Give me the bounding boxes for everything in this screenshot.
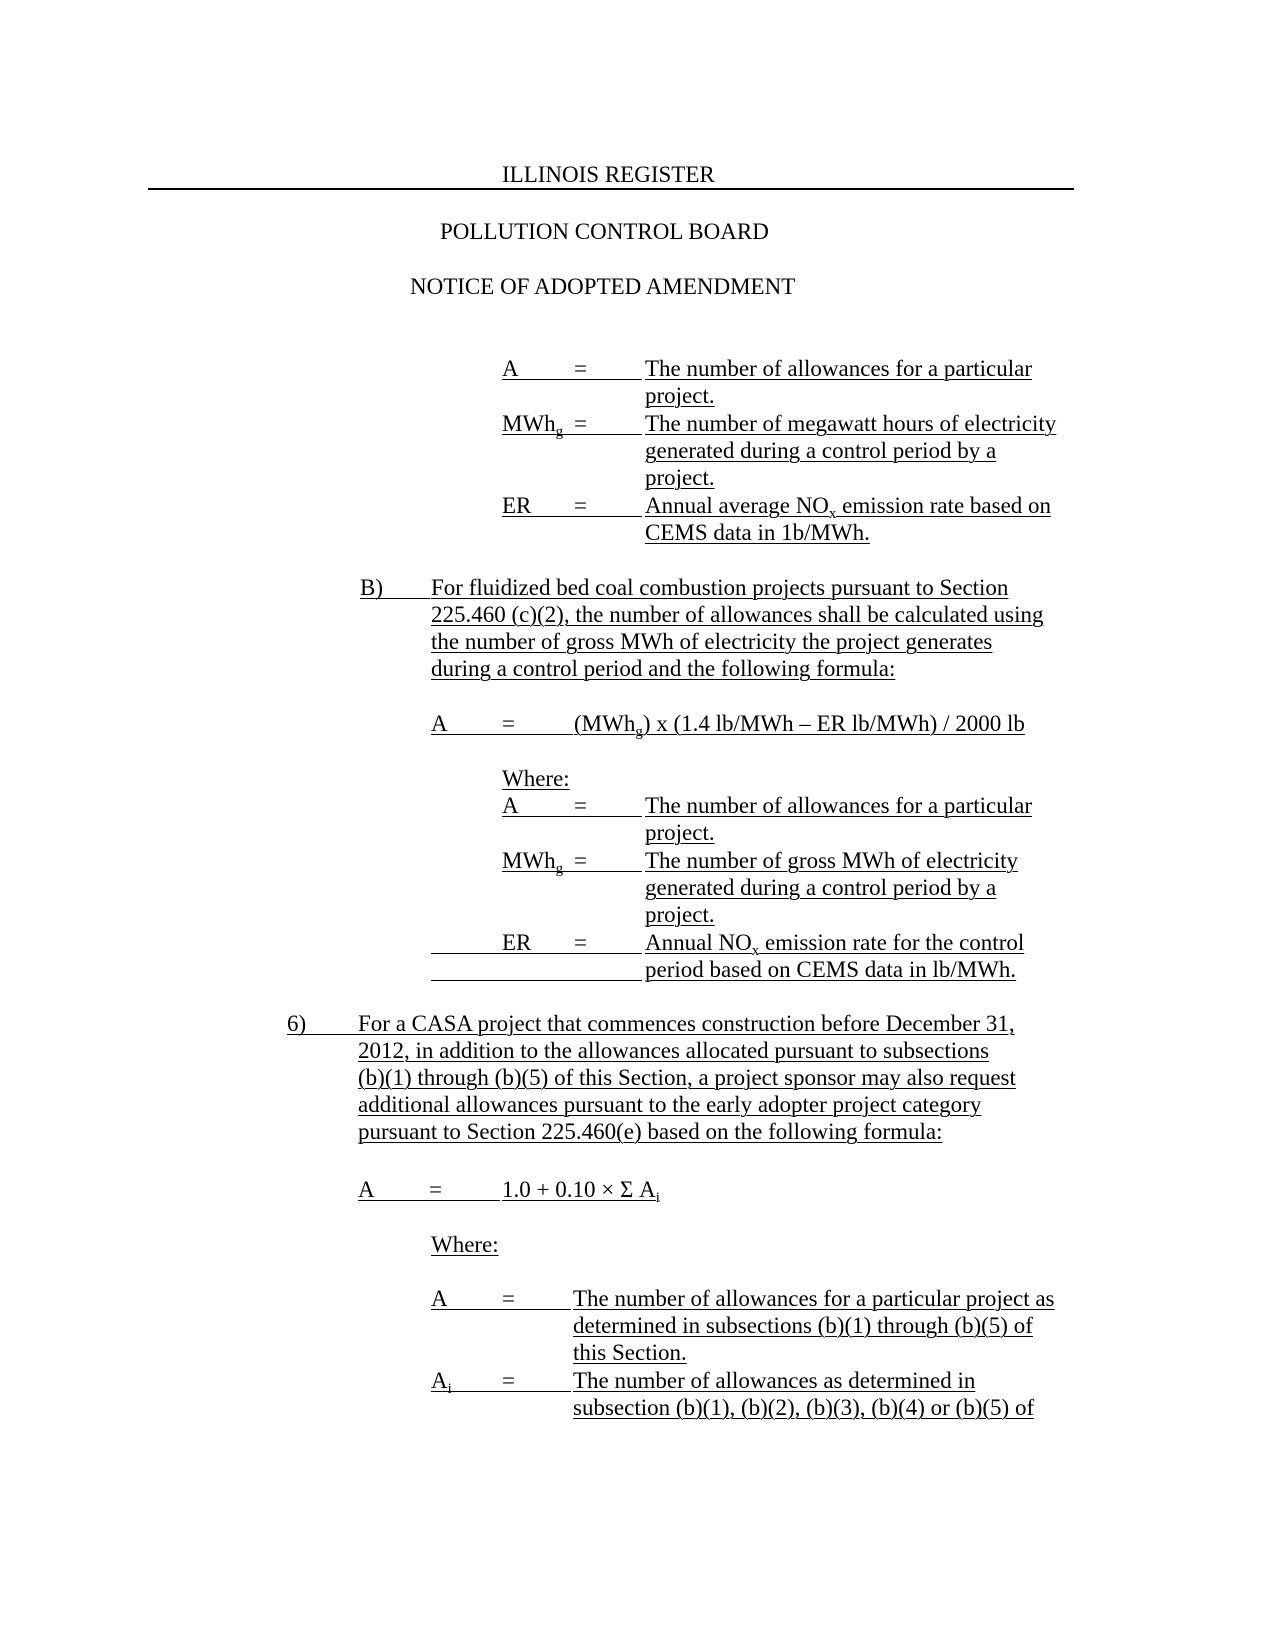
def-equals: = xyxy=(574,493,587,518)
def-symbol-ai: $A_i$ xyxy=(431,1368,452,1397)
section-b-label: B) xyxy=(360,575,383,600)
def-text: subsection (b)(1), (b)(2), (b)(3), (b)(4) or (b)(5) of xyxy=(573,1395,1035,1420)
def-equals: = xyxy=(574,793,587,818)
section-6-text: (b)(1) through (b)(5) of this Section, a project sponsor may also request xyxy=(358,1065,1016,1090)
def-symbol-mwh: MWh$_g$ xyxy=(502,848,564,877)
def-symbol-mwh: MWh$_g$ xyxy=(502,411,564,440)
formula-equals: = xyxy=(502,711,515,736)
section-b-text: during a control period and the following formula: xyxy=(431,656,896,681)
def-equals: = xyxy=(574,356,587,381)
section-6-label: 6) xyxy=(287,1011,307,1036)
def-text: project. xyxy=(645,465,715,490)
section-6-text: additional allowances pursuant to the early adopter project category xyxy=(358,1092,982,1117)
header-rule xyxy=(148,188,1074,190)
def-text: The number of allowances for a particular xyxy=(645,793,1032,818)
formula-6: 1.0 + 0.10 × Σ $A_i$ xyxy=(502,1177,660,1206)
def-text: The number of allowances for a particular project as xyxy=(573,1286,1055,1311)
def-text: The number of allowances as determined in xyxy=(573,1368,976,1393)
formula-symbol: A xyxy=(358,1177,375,1202)
formula-equals: = xyxy=(429,1177,442,1202)
board-title: POLLUTION CONTROL BOARD xyxy=(440,219,769,244)
def-symbol-er: ER xyxy=(502,930,532,955)
def-text: project. xyxy=(645,820,715,845)
def-text: generated during a control period by a xyxy=(645,875,997,900)
def-text: period based on CEMS data in lb/MWh. xyxy=(645,957,1017,982)
def-text: this Section. xyxy=(573,1340,687,1365)
register-title: ILLINOIS REGISTER xyxy=(502,162,715,187)
rule xyxy=(431,1391,571,1392)
notice-title: NOTICE OF ADOPTED AMENDMENT xyxy=(410,274,796,299)
def-symbol-a: A xyxy=(502,356,519,381)
rule xyxy=(431,1309,571,1310)
def-text: project. xyxy=(645,902,715,927)
formula-symbol: A xyxy=(431,711,448,736)
def-equals: = xyxy=(502,1286,515,1311)
def-equals: = xyxy=(574,930,587,955)
def-text: determined in subsections (b)(1) through (b)(5) of xyxy=(573,1313,1033,1338)
where-label: Where: xyxy=(502,766,570,791)
def-equals: = xyxy=(574,848,587,873)
def-equals: = xyxy=(502,1368,515,1393)
def-text: CEMS data in 1b/MWh. xyxy=(645,520,870,545)
rule xyxy=(502,816,642,817)
def-text: Annual $NO_x$ emission rate for the control xyxy=(645,930,1025,959)
section-b-text: For fluidized bed coal combustion projects pursuant to Section xyxy=(431,575,1009,600)
def-symbol-er: ER xyxy=(502,493,532,518)
def-symbol-a: A xyxy=(431,1286,448,1311)
def-equals: = xyxy=(574,411,587,436)
def-symbol-a: A xyxy=(502,793,519,818)
section-6-text: 2012, in addition to the allowances allocated pursuant to subsections xyxy=(358,1038,990,1063)
rule xyxy=(431,953,642,954)
section-b-text: 225.460 (c)(2), the number of allowances shall be calculated using xyxy=(431,602,1044,627)
rule xyxy=(502,379,642,380)
def-text: project. xyxy=(645,383,715,408)
def-text: Annual average $NO_x$ emission rate based on xyxy=(645,493,1052,522)
def-text: generated during a control period by a xyxy=(645,438,997,463)
def-text: The number of gross MWh of electricity xyxy=(645,848,1018,873)
rule xyxy=(431,980,642,981)
where-label: Where: xyxy=(431,1232,499,1257)
section-6-text: For a CASA project that commences construction before December 31, xyxy=(358,1011,1015,1036)
formula-b: (MWh$_g$) x (1.4 lb/MWh – ER lb/MWh) / 2000 lb xyxy=(574,711,1025,740)
def-text: The number of megawatt hours of electricity xyxy=(645,411,1057,436)
def-text: The number of allowances for a particular xyxy=(645,356,1032,381)
section-b-text: the number of gross MWh of electricity the project generates xyxy=(431,629,993,654)
section-6-text: pursuant to Section 225.460(e) based on the following formula: xyxy=(358,1119,943,1144)
